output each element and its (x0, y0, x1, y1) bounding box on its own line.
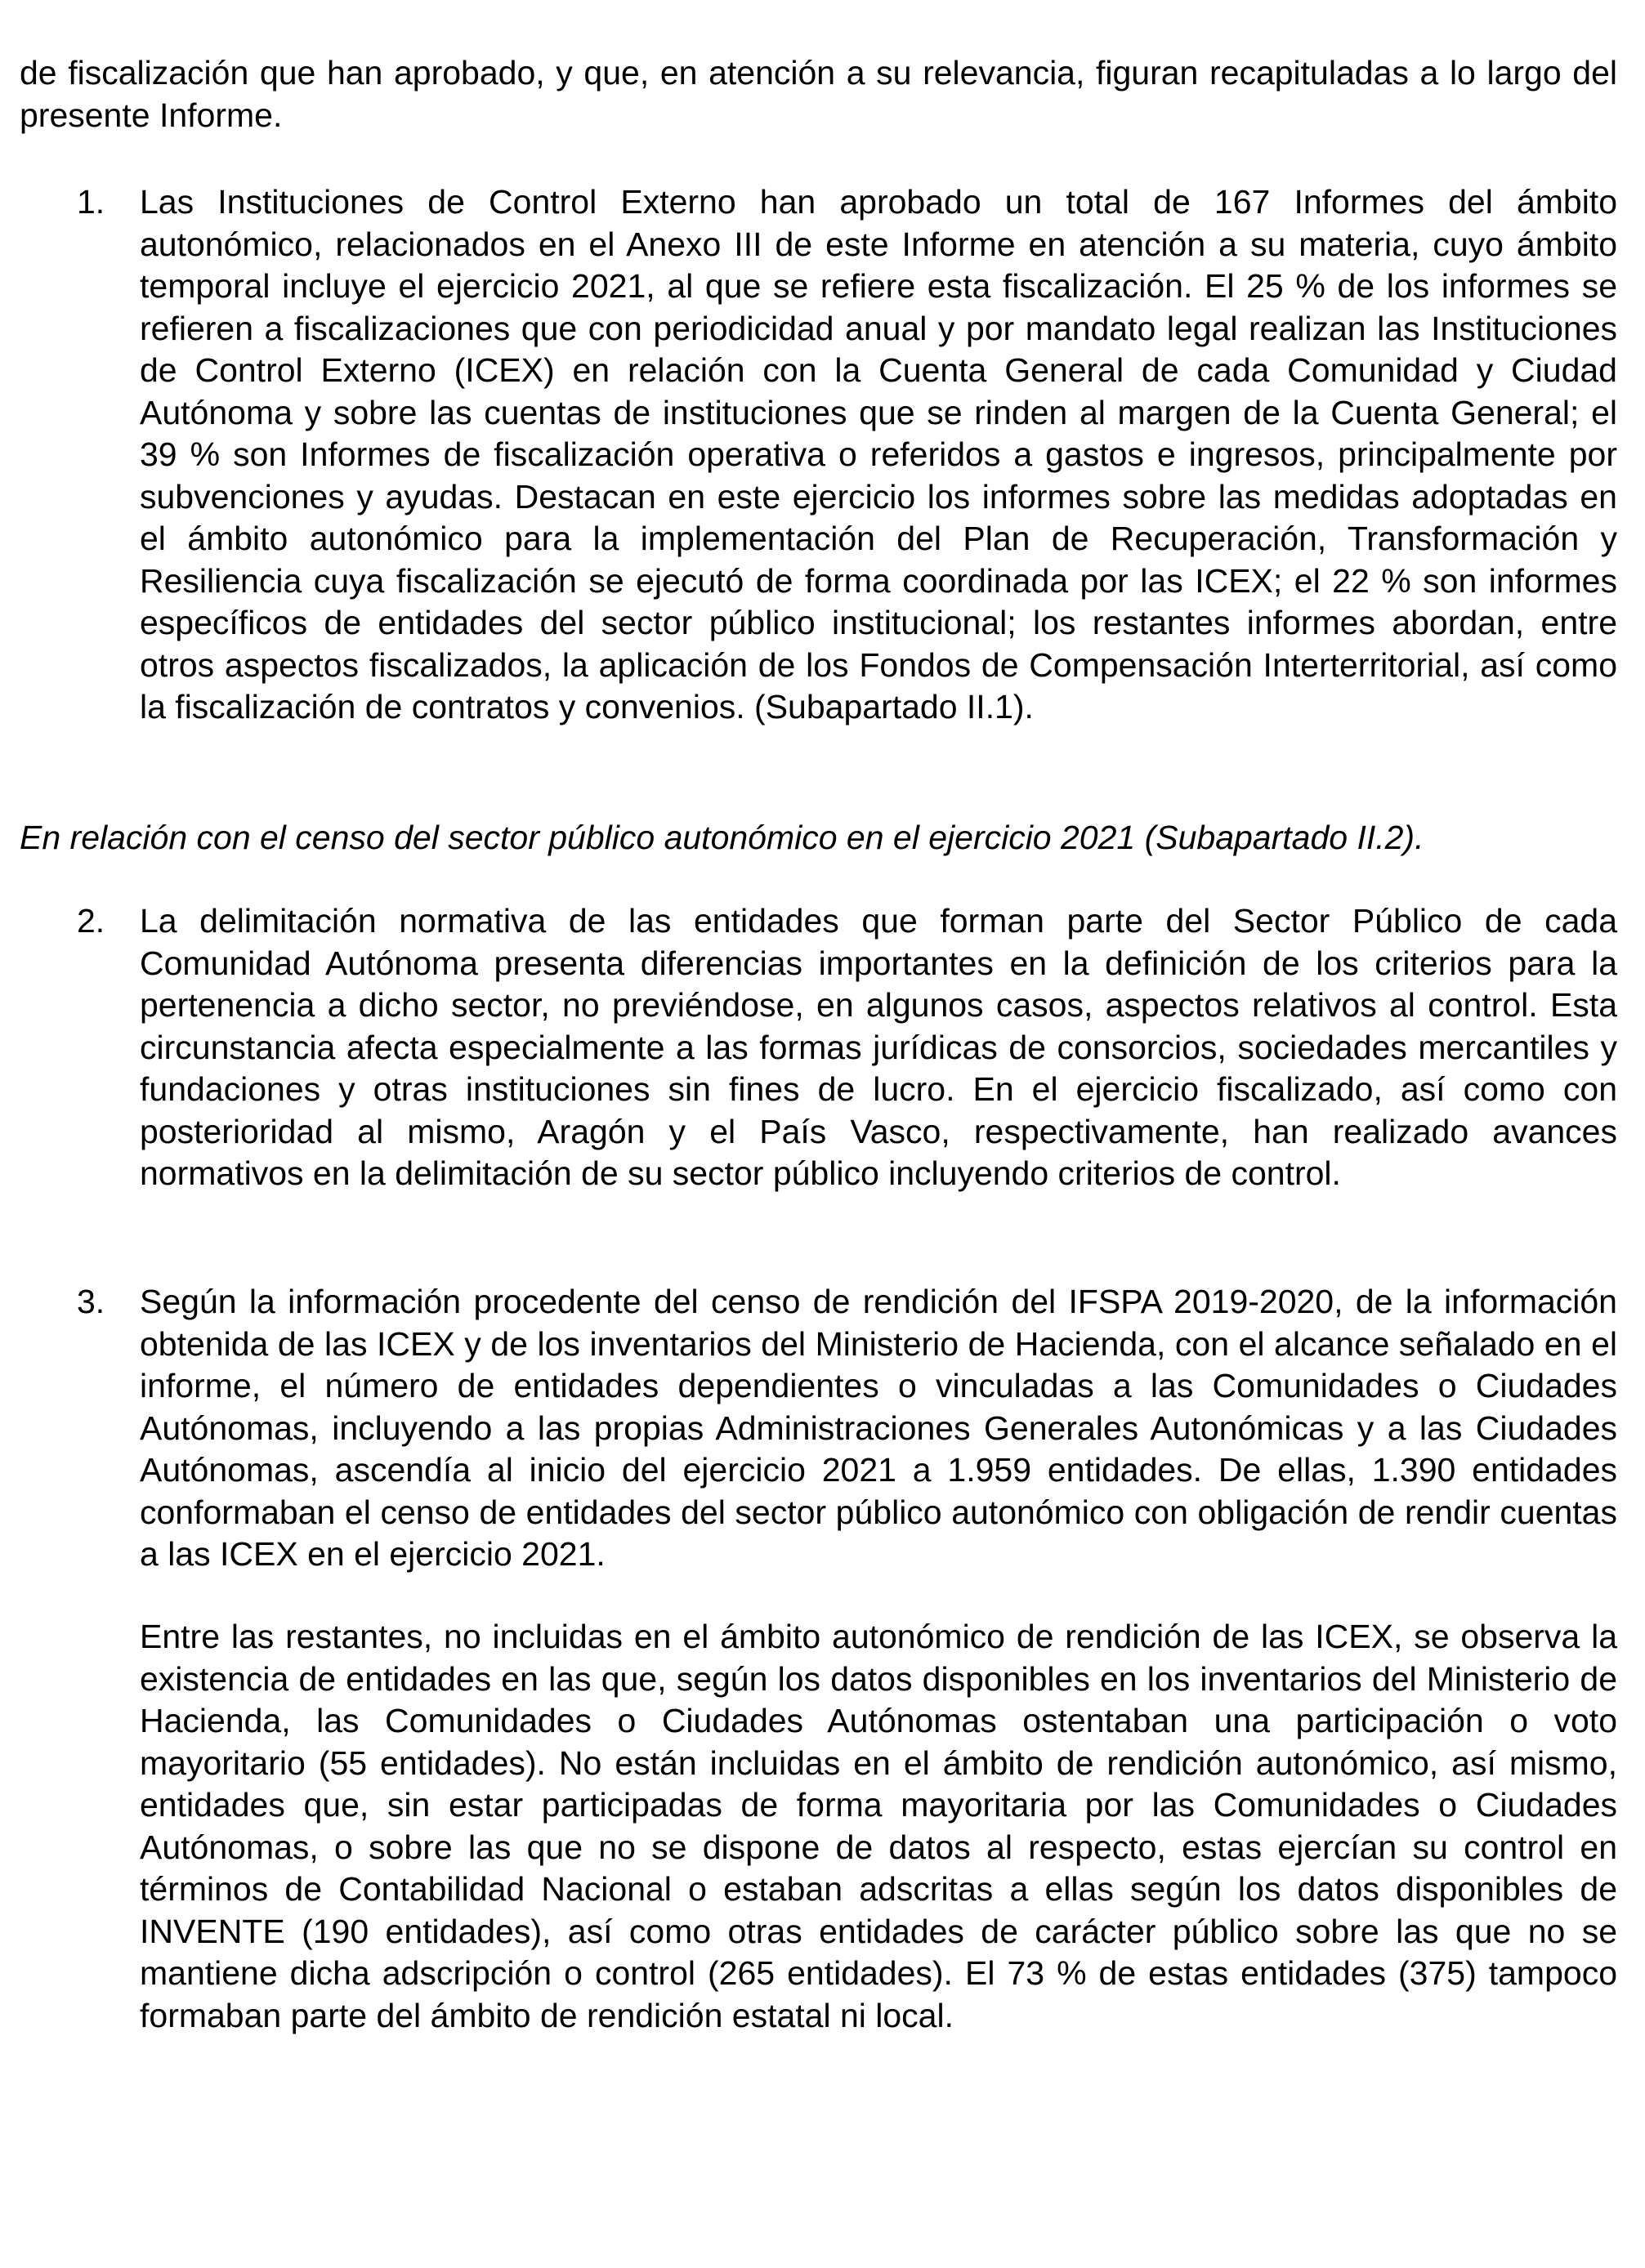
list-item-paragraph: La delimitación normativa de las entidades que forman parte del Sector Público de cada Comunidad Autónoma presenta diferencias importantes en la definición de los criterios para la pertenencia a dicho sector, no previéndose, en algunos casos, aspectos relativos al control. Esta circunstancia afecta especialmente a las formas jurídicas de consorcios, sociedades mercantiles y fundaciones y otras instituciones sin fines de lucro. En el ejercicio fiscalizado, así como con posterioridad al mismo, Aragón y el País Vasco, respectivamente, han realizado avances normativos en la delimitación de su sector público incluyendo criterios de control. (140, 902, 1617, 1192)
section-heading: En relación con el censo del sector público autonómico en el ejercicio 2021 (Subapartado II.2). (20, 819, 1424, 856)
list-item-number: 3. (77, 1283, 105, 1320)
list-item-paragraph: Las Instituciones de Control Externo han aprobado un total de 167 Informes del ámbito autonómico, relacionados en el Anexo III de este Informe en atención a su materia, cuyo ámbito temporal incluye el ejercicio 2021, al que se refiere esta fiscalización. El 25 % de los informes se refieren a fiscalizaciones que con periodicidad anual y por mandato legal realizan las Instituciones de Control Externo (ICEX) en relación con la Cuenta General de cada Comunidad y Ciudad Autónoma y sobre las cuentas de instituciones que se rinden al margen de la Cuenta General; el 39 % son Informes de fiscalización operativa o referidos a gastos e ingresos, principalmente por subvenciones y ayudas. Destacan en este ejercicio los informes sobre las medidas adoptadas en el ámbito autonómico para la implementación del Plan de Recuperación, Transformación y Resiliencia cuya fiscalización se ejecutó de forma coordinada por las ICEX; el 22 % son informes específicos de entidades del sector público institucional; los restantes informes abordan, entre otros aspectos fiscalizados, la aplicación de los Fondos de Compensación Interterritorial, así como la fiscalización de contratos y convenios. (Subapartado II.1). (140, 183, 1617, 725)
list-item-number: 2. (77, 902, 105, 940)
list-item-paragraph: Entre las restantes, no incluidas en el ámbito autonómico de rendición de las ICEX, se observa la existencia de entidades en las que, según los datos disponibles en los inventarios del Ministerio de Hacienda, las Comunidades o Ciudades Autónomas ostentaban una participación o voto mayoritario (55 entidades). No están incluidas en el ámbito de rendición autonómico, así mismo, entidades que, sin estar participadas de forma mayoritaria por las Comunidades o Ciudades Autónomas, o sobre las que no se dispone de datos al respecto, estas ejercían su control en términos de Contabilidad Nacional o estaban adscritas a ellas según los datos disponibles de INVENTE (190 entidades), así como otras entidades de carácter público sobre las que no se mantiene dicha adscripción o control (265 entidades). El 73 % de estas entidades (375) tampoco formaban parte del ámbito de rendición estatal ni local. (140, 1618, 1617, 2034)
list-item-number: 1. (77, 183, 105, 221)
list-item-paragraph: Según la información procedente del censo de rendición del IFSPA 2019-2020, de la información obtenida de las ICEX y de los inventarios del Ministerio de Hacienda, con el alcance señalado en el informe, el número de entidades dependientes o vinculadas a las Comunidades o Ciudades Autónomas, incluyendo a las propias Administraciones Generales Autonómicas y a las Ciudades Autónomas, ascendía al inicio del ejercicio 2021 a 1.959 entidades. De ellas, 1.390 entidades conformaban el censo de entidades del sector público autonómico con obligación de rendir cuentas a las ICEX en el ejercicio 2021. (140, 1283, 1617, 1573)
intro-paragraph: de fiscalización que han aprobado, y que, en atención a su relevancia, figuran recapituladas a lo largo del presente Informe. (20, 54, 1617, 134)
